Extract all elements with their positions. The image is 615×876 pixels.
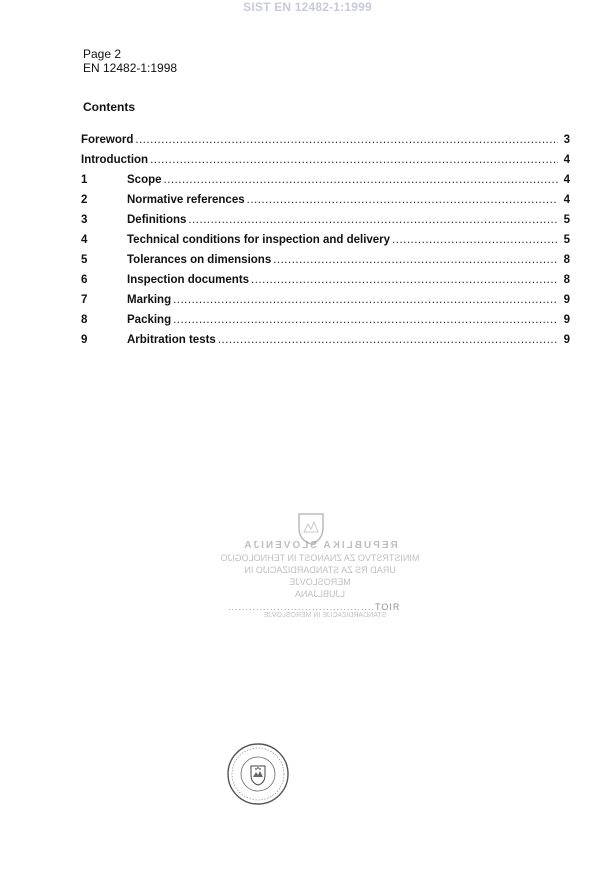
- toc-title: Packing: [127, 314, 172, 326]
- toc-page: 9: [563, 294, 570, 306]
- toc-number: 9: [81, 334, 88, 346]
- toc-entry-introduction[interactable]: [81, 154, 570, 174]
- watermark: SIST EN 12482-1:1999: [243, 0, 372, 14]
- toc-entry-normative-references[interactable]: [81, 194, 570, 214]
- toc-entry-scope[interactable]: [81, 174, 570, 194]
- toc-title: Normative references: [127, 194, 245, 206]
- toc-page: 5: [563, 234, 570, 246]
- toc-number: 8: [81, 314, 88, 326]
- dot-leader: [251, 274, 558, 286]
- toc-entry-arbitration-tests[interactable]: [81, 334, 570, 354]
- toc-number: 4: [81, 234, 88, 246]
- stamp-line: LJUBLJANA: [294, 589, 346, 599]
- toc-page: 9: [563, 314, 570, 326]
- toc-page: 8: [563, 254, 570, 266]
- toc-number: 3: [81, 214, 88, 226]
- toc-title: Scope: [127, 174, 162, 186]
- dot-leader: [392, 234, 558, 246]
- toc-title: Technical conditions for inspection and delivery: [127, 234, 391, 246]
- signature-caption: STANDARDIZACIJE IN MEROSLOVJE: [263, 612, 387, 619]
- official-seal-icon: [226, 742, 290, 806]
- toc-number: 7: [81, 294, 88, 306]
- toc-page: 5: [563, 214, 570, 226]
- standard-id: EN 12482-1:1998: [83, 61, 178, 75]
- toc-title: Foreword: [81, 134, 134, 146]
- table-of-contents: [81, 134, 570, 354]
- toc-title: Arbitration tests: [127, 334, 216, 346]
- dot-leader: [273, 254, 558, 266]
- dot-leader: [135, 134, 558, 146]
- contents-heading: Contents: [83, 100, 135, 114]
- toc-number: 5: [81, 254, 88, 266]
- toc-entry-tolerances[interactable]: [81, 254, 570, 274]
- toc-page: 9: [563, 334, 570, 346]
- dot-leader: [247, 194, 558, 206]
- toc-title: Tolerances on dimensions: [127, 254, 272, 266]
- stamp-line: REPUBLIKA SLOVENIJA: [242, 540, 398, 551]
- dot-leader: [188, 214, 558, 226]
- toc-entry-marking[interactable]: [81, 294, 570, 314]
- toc-page: 8: [563, 274, 570, 286]
- toc-title: Marking: [127, 294, 172, 306]
- toc-title: Definitions: [127, 214, 187, 226]
- toc-page: 4: [563, 194, 570, 206]
- ministry-stamp: [220, 540, 420, 600]
- dot-leader: [173, 294, 558, 306]
- toc-entry-technical-conditions[interactable]: [81, 234, 570, 254]
- toc-entry-packing[interactable]: [81, 314, 570, 334]
- dot-leader: [218, 334, 558, 346]
- stamp-line: URAD RS ZA STANDARDIZACIJO IN MEROSLOVJE: [244, 565, 396, 587]
- stamp-line: MINISTRSTVO ZA ZNANOST IN TEHNOLOGIJO: [220, 553, 420, 563]
- toc-entry-definitions[interactable]: [81, 214, 570, 234]
- toc-number: 6: [81, 274, 88, 286]
- toc-number: 1: [81, 174, 88, 186]
- dot-leader: [164, 174, 558, 186]
- toc-page: 4: [563, 154, 570, 166]
- toc-title: Inspection documents: [127, 274, 250, 286]
- signature-line: ..........................................TOIR: [228, 602, 401, 612]
- toc-page: 4: [563, 174, 570, 186]
- dot-leader: [173, 314, 558, 326]
- toc-entry-inspection-documents[interactable]: [81, 274, 570, 294]
- toc-page: 3: [563, 134, 570, 146]
- toc-title: Introduction: [81, 154, 149, 166]
- toc-entry-foreword[interactable]: [81, 134, 570, 154]
- page-number: Page 2: [83, 47, 122, 61]
- dot-leader: [150, 154, 558, 166]
- toc-number: 2: [81, 194, 88, 206]
